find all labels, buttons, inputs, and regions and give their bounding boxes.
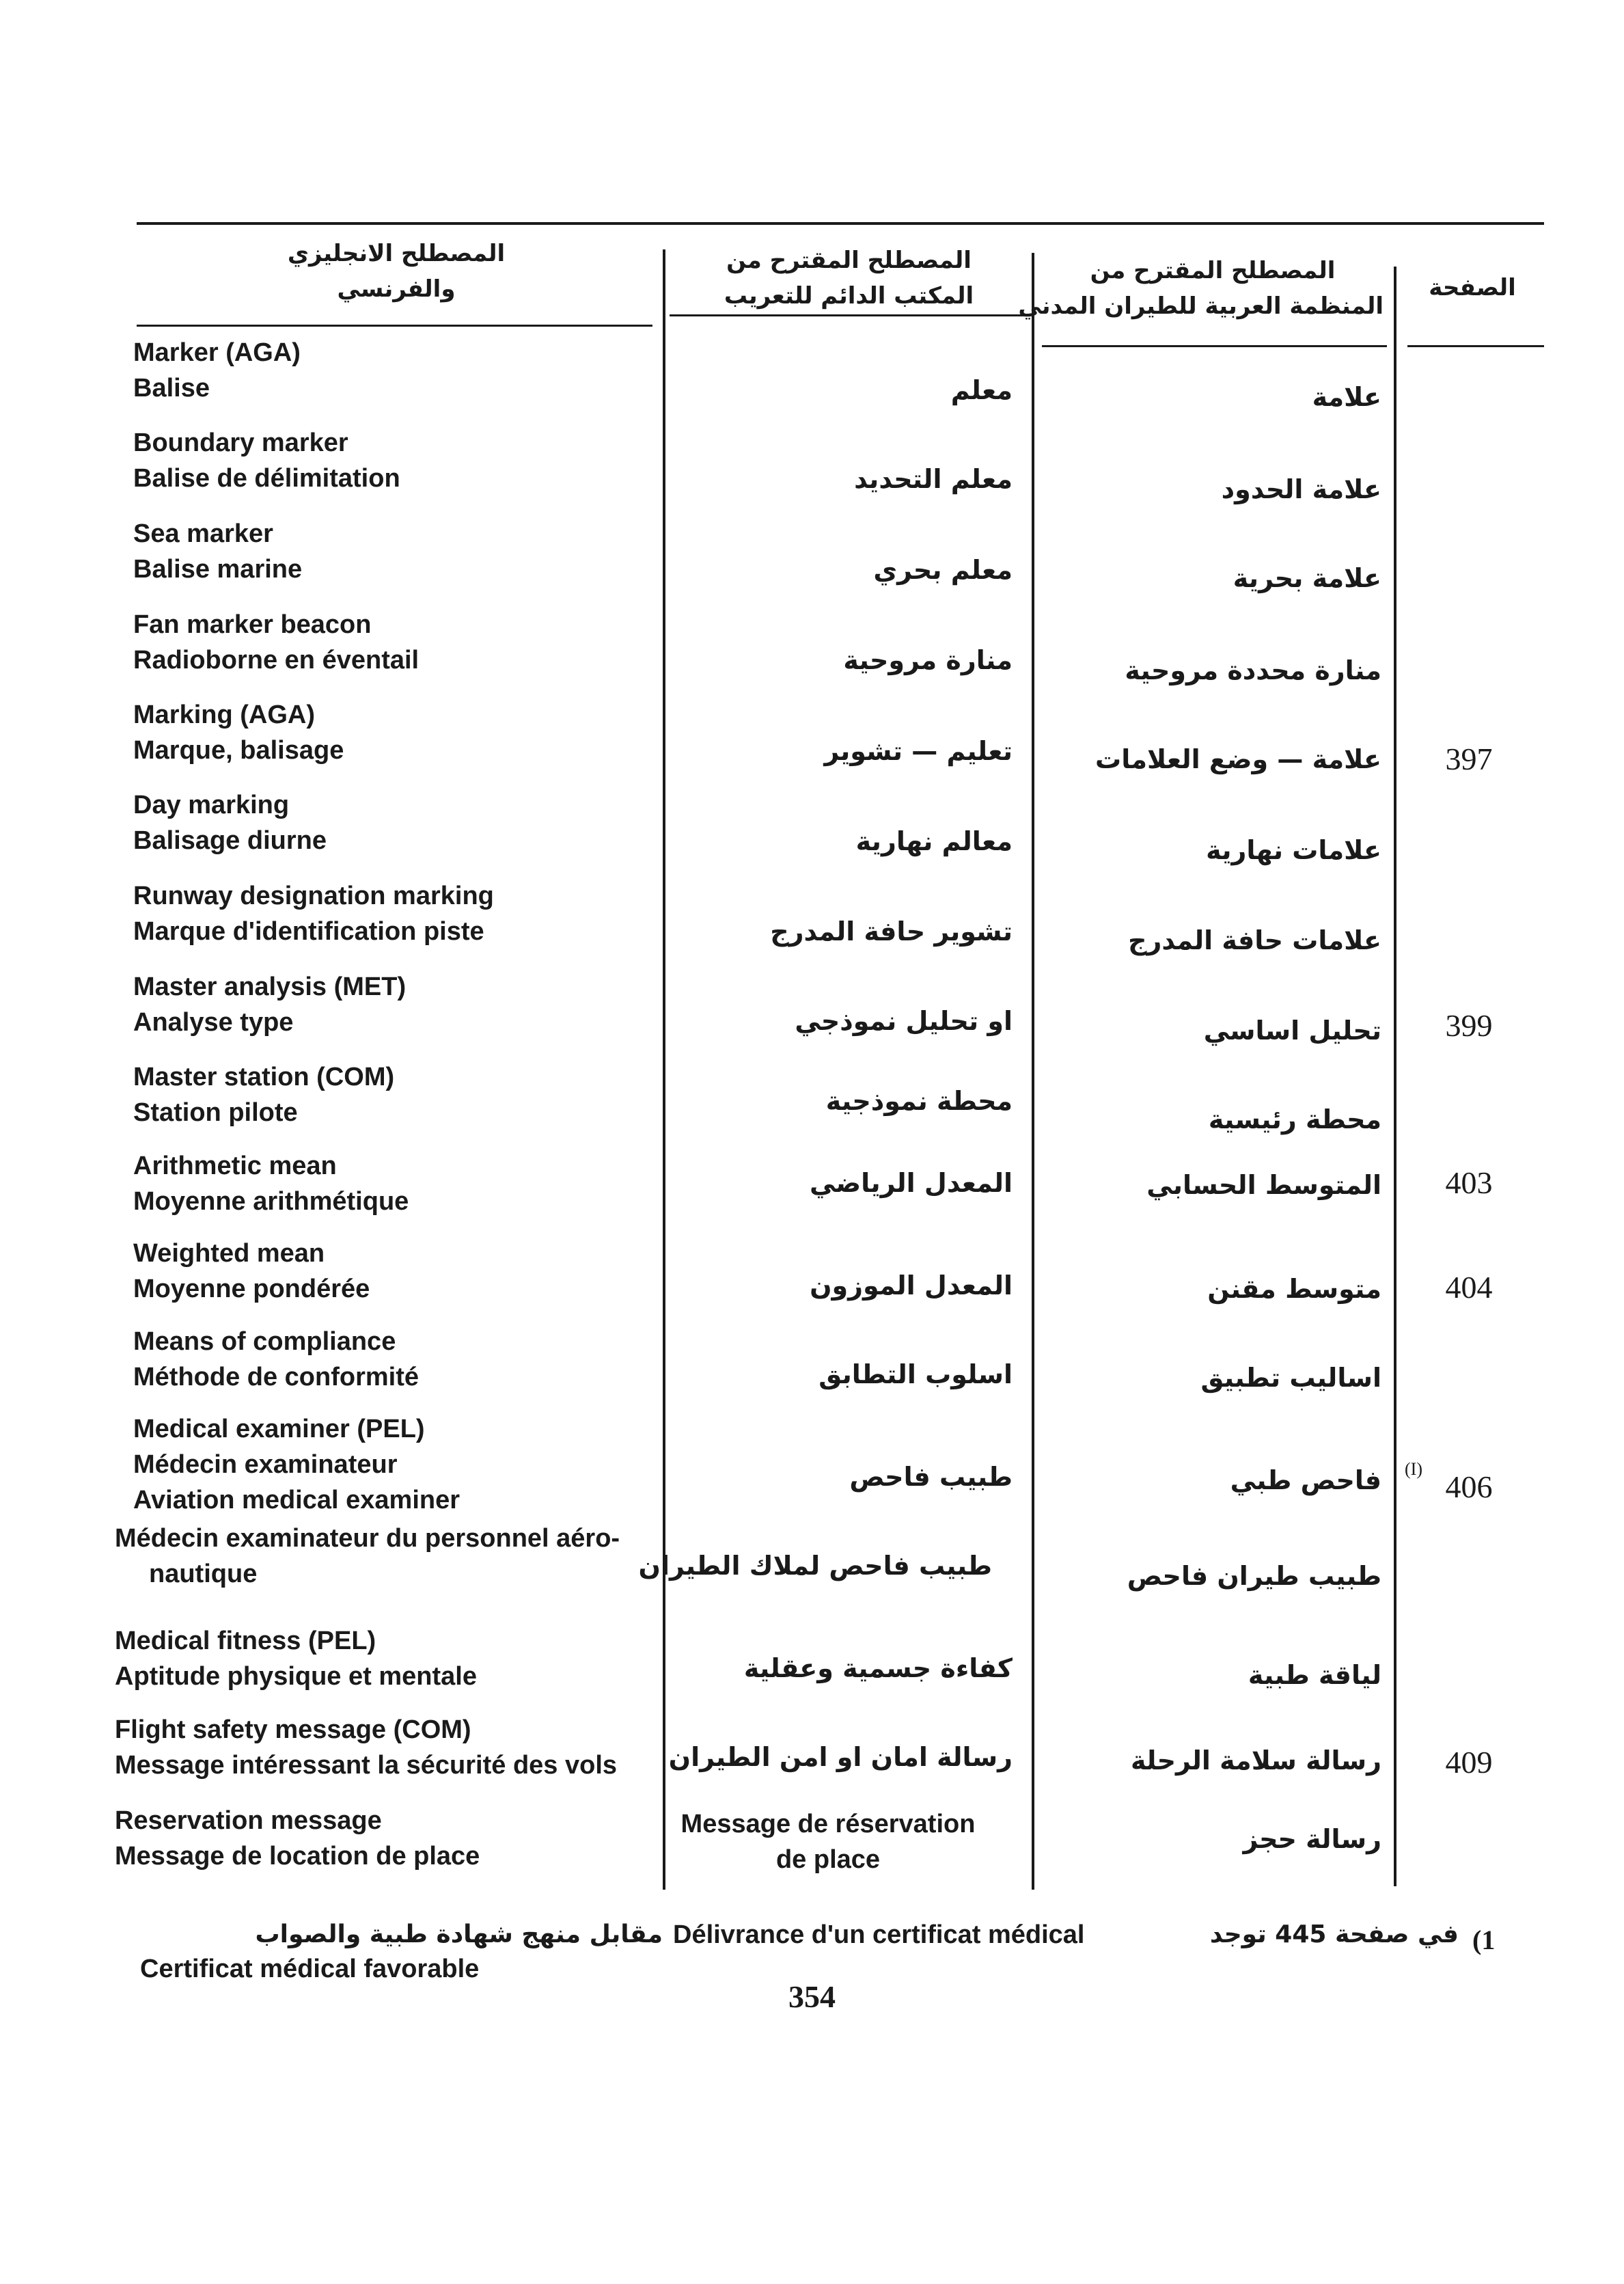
column-divider-3: [1394, 267, 1396, 1886]
term-acao: علامة بحرية: [1233, 563, 1381, 593]
term-en-fr: Medical examiner (PEL) Médecin examinateur Aviation medical examiner: [133, 1415, 460, 1514]
page-ref: 399: [1445, 1008, 1493, 1043]
header-bottom-rule-left: [137, 325, 652, 327]
term-permanent-office: معالم نهارية: [855, 826, 1013, 856]
term-permanent-office: المعدل الموزون: [810, 1270, 1013, 1301]
header-bottom-rule-mid: [670, 314, 1025, 316]
footnote-french-2: Certificat médical favorable: [140, 1955, 480, 1983]
term-acao: تحليل اساسي: [1203, 1016, 1381, 1046]
header-bottom-rule-right: [1042, 345, 1387, 347]
term-permanent-office: اسلوب التطابق: [818, 1359, 1013, 1389]
header-english-french: المصطلح الانجليزي والفرنسي: [287, 240, 506, 303]
term-en-fr: Reservation message Message de location de place: [115, 1806, 480, 1871]
term-permanent-office: معلم التحديد: [854, 464, 1013, 494]
term-en-fr: Medical fitness (PEL) Aptitude physique et mentale: [115, 1627, 477, 1691]
term-en-fr: Sea marker Balise marine: [133, 519, 303, 584]
column-divider-2: [1032, 253, 1034, 1890]
term-en-fr: Marker (AGA) Balise: [133, 338, 301, 403]
term-acao: علامات نهارية: [1206, 835, 1381, 865]
term-en-fr: Master analysis (MET) Analyse type: [133, 973, 407, 1037]
term-acao: المتوسط الحسابي: [1146, 1170, 1381, 1200]
term-permanent-office: كفاءة جسمية وعقلية: [743, 1653, 1013, 1683]
term-acao: رسالة حجز: [1243, 1824, 1381, 1854]
header-permanent-office: المصطلح المقترح من المكتب الدائم للتعريب: [724, 247, 974, 310]
term-permanent-office: محطة نموذجية: [825, 1086, 1013, 1116]
term-en-fr: Médecin examinateur du personnel aéro- nautique: [115, 1524, 620, 1588]
term-permanent-office: معلم بحري: [873, 555, 1013, 585]
term-acao: لياقة طبية: [1248, 1660, 1381, 1690]
term-permanent-office: طبيب فاحص: [849, 1462, 1013, 1492]
term-acao: علامات حافة المدرج: [1128, 925, 1381, 955]
term-acao: فاحص طبي: [1230, 1465, 1381, 1495]
term-en-fr: Weighted mean Moyenne pondérée: [133, 1239, 370, 1303]
footnote-arabic-equiv: مقابل منهج شهادة طبية والصواب: [255, 1920, 663, 1948]
term-permanent-office: تشوير حافة المدرج: [770, 916, 1013, 947]
term-en-fr: Boundary marker Balise de délimitation: [133, 429, 400, 493]
term-permanent-office: معلم: [950, 375, 1013, 405]
term-acao: منارة محددة مروحية: [1125, 655, 1381, 685]
header-page: الصفحة: [1429, 274, 1516, 301]
term-permanent-office: طبيب فاحص لملاك الطيران: [638, 1551, 992, 1581]
top-rule: [137, 222, 1544, 225]
term-acao: علامة الحدود: [1221, 474, 1381, 504]
page-ref: 403: [1445, 1165, 1493, 1200]
term-permanent-office: المعدل الرياضي: [809, 1168, 1013, 1198]
header-bottom-rule-page: [1407, 345, 1544, 347]
page-number: 354: [788, 1979, 836, 2014]
term-acao: رسالة سلامة الرحلة: [1131, 1745, 1381, 1776]
page-ref: 397: [1445, 742, 1493, 776]
term-en-fr: Means of compliance Méthode de conformité: [133, 1327, 419, 1391]
page-ref-note: (I): [1405, 1459, 1422, 1479]
term-permanent-office: او تحليل نموذجي: [795, 1006, 1013, 1036]
term-en-fr: Master station (COM) Station pilote: [133, 1063, 395, 1127]
footnote-arabic-ref: في صفحة 445 توجد: [1209, 1920, 1459, 1948]
page-ref: 409: [1445, 1745, 1493, 1780]
term-en-fr: Arithmetic mean Moyenne arithmétique: [133, 1152, 409, 1216]
term-en-fr: Marking (AGA) Marque, balisage: [133, 701, 344, 765]
term-acao: علامة — وضع العلامات: [1095, 744, 1381, 774]
footnote-marker: (1: [1472, 1925, 1496, 1955]
term-acao: متوسط مقنن: [1207, 1274, 1381, 1304]
term-acao: محطة رئيسية: [1208, 1104, 1381, 1134]
term-acao: اساليب تطبيق: [1200, 1363, 1381, 1393]
footnote-french-1: Délivrance d'un certificat médical: [673, 1920, 1085, 1949]
term-permanent-office: منارة مروحية: [843, 645, 1013, 675]
term-acao: طبيب طيران فاحص: [1127, 1561, 1381, 1591]
term-permanent-office: رسالة امان او امن الطيران: [668, 1742, 1013, 1772]
term-en-fr: Fan marker beacon Radioborne en éventail: [133, 610, 419, 675]
term-permanent-office: Message de réservation de place: [680, 1810, 976, 1874]
page-ref: (I) 406: [1401, 1469, 1537, 1505]
term-acao: علامة: [1312, 382, 1381, 412]
term-en-fr: Flight safety message (COM) Message intéressant la sécurité des vols: [115, 1715, 618, 1780]
header-acao: المصطلح المقترح من المنظمة العربية للطيران المدني: [1018, 257, 1384, 320]
term-en-fr: Day marking Balisage diurne: [133, 791, 327, 855]
term-permanent-office: تعليم — تشوير: [824, 736, 1013, 766]
page-ref: 404: [1445, 1270, 1493, 1305]
term-en-fr: Runway designation marking Marque d'identification piste: [133, 882, 494, 946]
